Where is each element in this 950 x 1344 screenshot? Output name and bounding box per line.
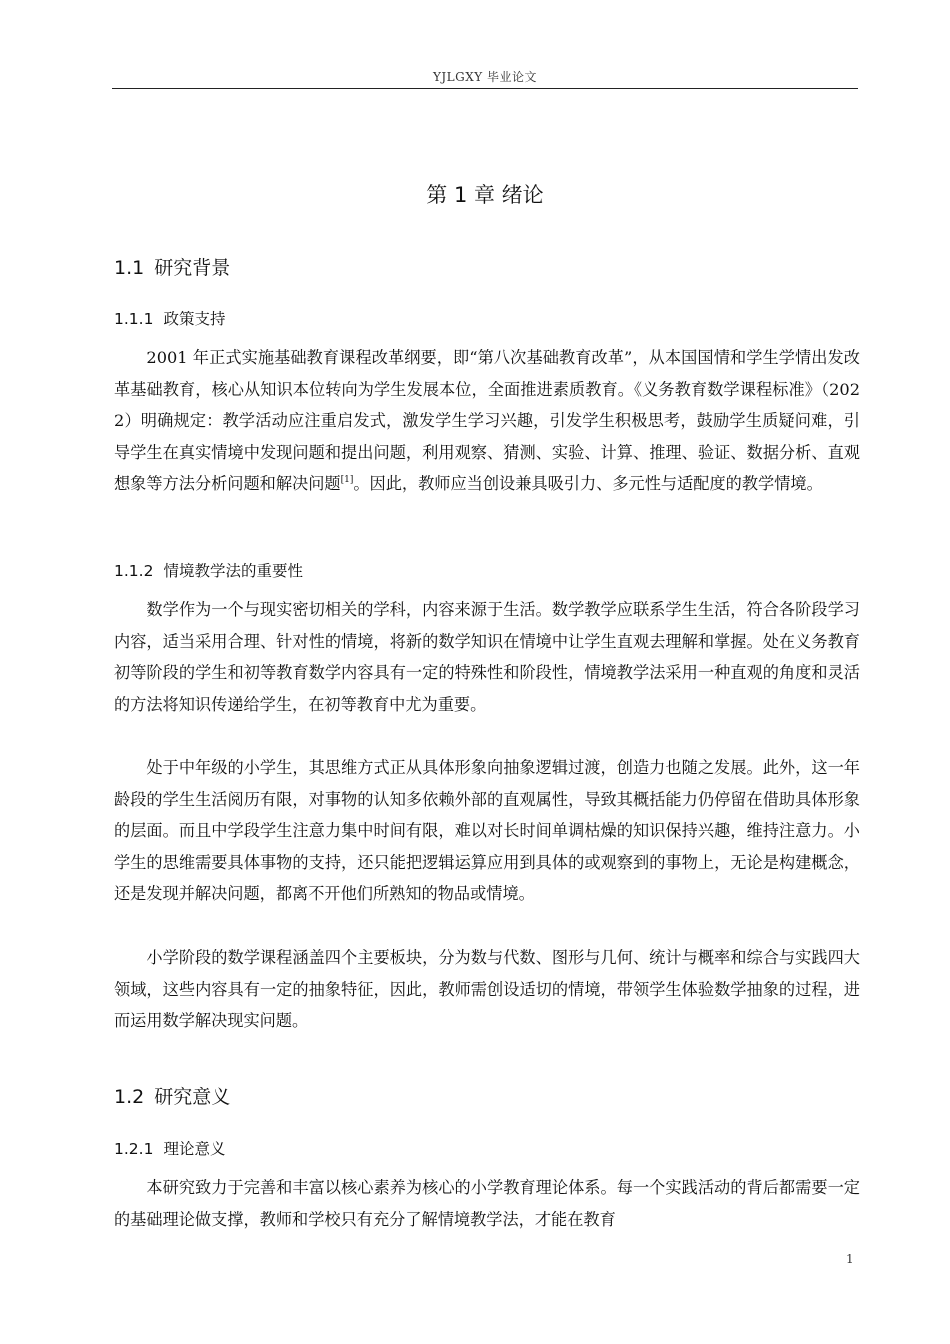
section-heading-1-1 — [114, 253, 230, 280]
paragraph-text-tail: 。因此，教师应当创设兼具吸引力、多元性与适配度的教学情境。 — [353, 474, 823, 493]
chapter-title: 第 1 章 绪论 — [426, 183, 544, 207]
section-number: 1.2 — [114, 1086, 145, 1108]
subsection-title: 政策支持 — [163, 310, 226, 328]
paragraph-importance-3: 小学阶段的数学课程涵盖四个主要板块，分为数与代数、图形与几何、统计与概率和综合与实践四大领域，这些内容具有一定的抽象特征，因此，教师需创设适切的情境，带领学生体验数学抽象的过程，进而运用数学解决现实问题。 — [114, 948, 860, 1030]
section-title: 研究意义 — [154, 1086, 231, 1108]
paragraph-theory: 本研究致力于完善和丰富以核心素养为核心的小学教育理论体系。每一个实践活动的背后都需要一定的基础理论做支撑，教师和学校只有充分了解情境教学法，才能在教育 — [114, 1178, 860, 1229]
paragraph-importance-2: 处于中年级的小学生，其思维方式正从具体形象向抽象逻辑过渡，创造力也随之发展。此外，这一年龄段的学生生活阅历有限，对事物的认知多依赖外部的直观属性，导致其概括能力仍停留在借助具体形象的层面。而且中学段学生注意力集中时间有限，难以对长时间单调枯燥的知识保持兴趣，维持注意力。小学生的思维需要具体事物的支持，还只能把逻辑运算应用到具体的或观察到的事物上，无论是构建概念，还是发现并解决问题，都离不开他们所熟知的物品或情境。 — [114, 758, 860, 903]
subsection-title: 理论意义 — [163, 1140, 226, 1158]
header-divider — [112, 88, 858, 89]
subsection-title: 情境教学法的重要性 — [163, 562, 303, 580]
paragraph-importance-1: 数学作为一个与现实密切相关的学科，内容来源于生活。数学教学应联系学生生活，符合各阶段学习内容，适当采用合理、针对性的情境，将新的数学知识在情境中让学生直观去理解和掌握。处在义务教育初等阶段的学生和初等教育数学内容具有一定的特殊性和阶段性，情境教学法采用一种直观的角度和灵活的方法将知识传递给学生，在初等教育中尤为重要。 — [114, 600, 860, 714]
subsection-number: 1.1.2 — [114, 562, 154, 580]
subsection-heading-1-1-1 — [114, 307, 225, 329]
paragraph-text: 2001 年正式实施基础教育课程改革纲要，即“第八次基础教育改革”，从本国国情和学生学情出发改革基础教育，核心从知识本位转向为学生发展本位，全面推进素质教育。《义务教育数学课程标准》（2022）明确规定：教学活动应注重启发式，激发学生学习兴趣，引发学生积极思考，鼓励学生质疑问难，引导学生在真实情境中发现问题和提出问题，利用观察、猜测、实验、计算、推理、验证、数据分析、直观想象等方法分析问题和解决问题 — [114, 348, 860, 493]
subsection-number: 1.1.1 — [114, 310, 154, 328]
page-number: 1 — [846, 1252, 854, 1266]
section-title: 研究背景 — [154, 257, 231, 279]
subsection-number: 1.2.1 — [114, 1140, 154, 1158]
subsection-heading-1-1-2 — [114, 559, 303, 581]
running-header: YJLGXY 毕业论文 — [432, 70, 538, 84]
section-number: 1.1 — [114, 257, 145, 279]
section-heading-1-2 — [114, 1082, 230, 1109]
paragraph-policy — [114, 342, 860, 500]
subsection-heading-1-2-1 — [114, 1137, 225, 1159]
citation-reference: [1] — [340, 475, 354, 485]
